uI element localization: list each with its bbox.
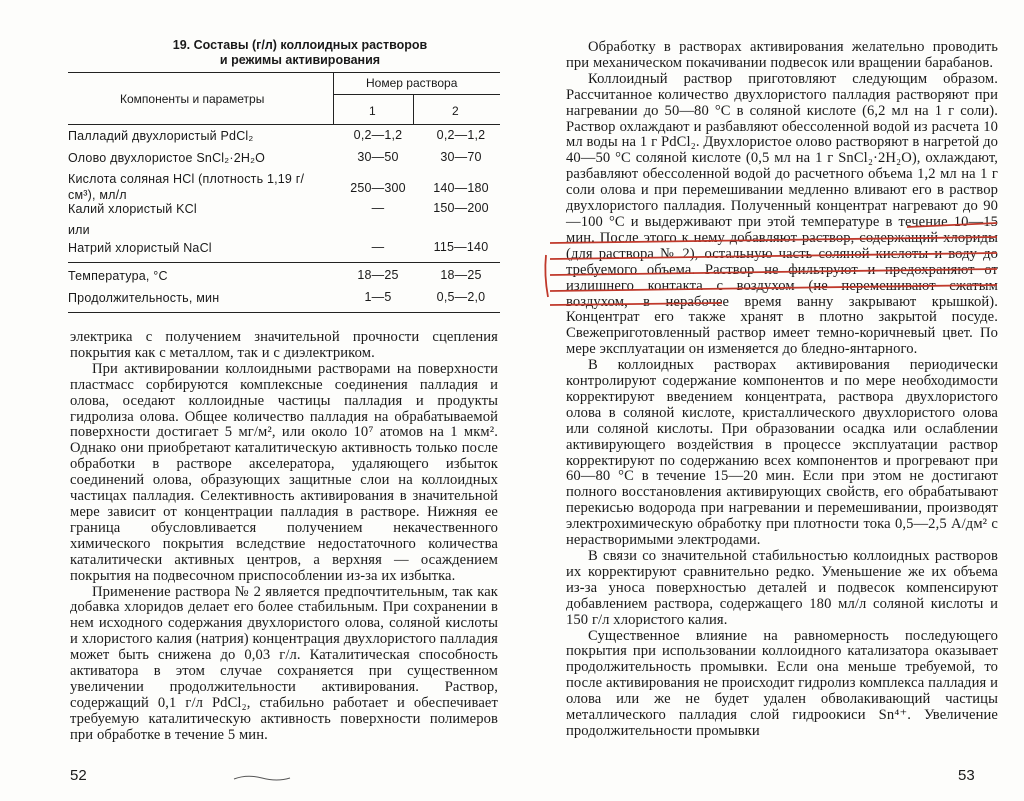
- paragraph: Применение раствора № 2 является предпочтительным, так как добавка хлоридов делает его более стабильным. При сохранении в нем исходного содержания двухлористого олова, соляной кислоты и хлористого калия (натрия) концентрация двухлористого палладия может быть снижена до 0,03 г/л. Каталитическая способность активатора в этом случае сохраняется при существенном увеличении продолжительности активирования. Раствор, содержащий 0,1 г/л PdCl₂, стабильно работает и обеспечивает требуемую каталитическую активность поверхности полимеров при обработке в течение 5 мин.: [70, 583, 498, 743]
- paragraph: В коллоидных растворах активирования периодически контролируют содержание компонентов и по мере необходимости корректируют введением концентрата, раствора двухлористого олова в соляной кислоте, кристаллического двухлористого олова или соляной кислоты. При образовании осадка или ослаблении активирующего воздействия в процессе эксплуатации раствор корректируют по содержанию всех компонентов и прогревают при 60—80 °C в течение 15—20 мин. Если при этом не достигают полного восстановления активирующих свойств, его обрабатывают перекисью водорода при нагревании и перемешивании, производят электрохимическую обработку при плотности тока 0,5—2,5 А/дм² с нерастворимыми электродами.: [566, 357, 998, 549]
- table-mid-rule: [68, 262, 500, 263]
- table-header-divider: [333, 72, 334, 124]
- table-header-bottom-rule: [68, 124, 500, 125]
- table-col-divider: [413, 94, 414, 124]
- table-header-number: Номер раствора: [366, 76, 458, 90]
- decorative-squiggle: [232, 773, 292, 783]
- table-title: 19. Составы (г/л) коллоидных растворов и режимы активирования: [172, 38, 428, 67]
- left-page: 19. Составы (г/л) коллоидных растворов и режимы активирования Компоненты и параметры Номер раствора 1 2 Палладий двухлористый PdCl₂ 0,2—1,2 0,2—1,2 Олово двухлористое SnCl₂·2H₂O 30—50 30—70 Кислота соляная HCl (плотность 1,19 г/см³), мл/л 250—300 140—180 Калий хлористый KCl — 150—200 или Натрий хлористый NaCl — 115—140 Температура, °C 18—25 18—25 Продолжительность, мин 1—5 0,5—2,0 электрика с получением значительной прочности сцепления покрытия как с металлом, так и с диэлектриком. При активировании коллоидными растворами на поверхности пластмасс сорбируются комплексные соединения палладия и олова, оседают коллоидные частицы палладия и продукты гидролиза олова. Общее количество палладия на обрабатываемой поверхности достигает 5 мг/м², или около 10⁷ атомов на 1 мкм². Однако они приобретают каталитическую активность только после обработки в растворе акселератора, удаляющего избыток соединений олова, образующих защитные слои на коллоидных частицах палладия. Селективность активирования в значительной мере зависит от концентрации палладия в растворе. Нижняя ее граница обусловливается получением некачественного химического покрытия вследствие недостаточного количества каталитически активных центров, а верхняя — осаждением покрытия на подвесочном приспособлении из-за их избытка. Применение раствора № 2 является предпочтительным, так как добавка хлоридов делает его более стабильным. При сохранении в нем исходного содержания двухлористого олова, соляной кислоты и хлористого калия (натрия) концентрация двухлористого палладия может быть снижена до 0,03 г/л. Каталитическая способность активатора в этом случае сохраняется при существенном увеличении продолжительности активирования. Раствор, содержащий 0,1 г/л PdCl₂, стабильно работает и обеспечивает требуемую каталитическую активность поверхности полимеров при обработке в течение 5 мин. 52: [68, 38, 498, 784]
- left-body-text: [70, 330, 498, 744]
- right-body-text: [566, 40, 998, 740]
- table-subheader-rule: [333, 94, 500, 95]
- page-number-left: 52: [70, 767, 87, 784]
- paragraph: Коллоидный раствор приготовляют следующим образом. Рассчитанное количество двухлористого палладия растворяют при нагревании до 50—80 °C в соляной кислоте (6,2 мл на 1 г соли). Раствор охлаждают и разбавляют обессоленной водой из расчета 10 мл воды на 1 г PdCl₂. Двухлористое олово растворяют в нагретой до 40—50 °C соляной кислоте (0,5 мл на 1 г SnCl₂·2H₂O), охлаждают, разбавляют обессоленной водой до расчетного объема 1,2 мл на 1 г соли олова и при перемешивании медленно вливают его в раствор двухлористого палладия. Полученный концентрат нагревают до 90—100 °C и выдерживают при этой температуре в течение 10—15 мин. После этого к нему добавляют раствор, содержащий хлориды (для раствора № 2), остальную часть соляной кислоты и воду до требуемого объема. Раствор не фильтруют и предохраняют от излишнего контакта с воздухом (не перемешивают сжатым воздухом, в нерабочее время ванну закрывают крышкой). Концентрат его также хранят в плотно закрытой посуде. Свежеприготовленный раствор имеет темно-коричневый цвет. По мере эксплуатации он изменяется до бледно-янтарного.: [566, 70, 998, 358]
- table-header-col2: 2: [452, 104, 459, 118]
- page-number-right: 53: [958, 767, 975, 784]
- paragraph: В связи со значительной стабильностью коллоидных растворов их корректируют сравнительно редко. Уменьшение же их объема из-за уноса поверхностью деталей и подвесок компенсируют добавлением раствора, содержащего 180 мл/л соляной кислоты и 150 г/л хлористого калия.: [566, 548, 998, 628]
- paragraph: Обработку в растворах активирования желательно проводить при механическом покачивании подвесок или вращении барабанов.: [566, 39, 998, 71]
- paragraph: Существенное влияние на равномерность последующего покрытия при использовании коллоидного катализатора оказывает продолжительность промывки. Если она меньше требуемой, то после активирования не происходит гидролиз комплекса палладия и олова или же не будет удален обволакивающий частицы металлического палладия слой гидроокиси Sn⁴⁺. Увеличение продолжительности промывки: [566, 627, 998, 739]
- table-header-components: Компоненты и параметры: [120, 92, 265, 106]
- table-bottom-rule: [68, 312, 500, 313]
- table-top-rule: [68, 72, 500, 73]
- paragraph: электрика с получением значительной прочности сцепления покрытия как с металлом, так и с диэлектриком.: [70, 329, 498, 361]
- right-page: [512, 0, 1024, 801]
- red-underline-annotation: [542, 215, 1002, 315]
- paragraph: При активировании коллоидными растворами на поверхности пластмасс сорбируются комплексные соединения палладия и олова, оседают коллоидные частицы палладия и продукты гидролиза олова. Общее количество палладия на обрабатываемой поверхности достигает 5 мг/м², или около 10⁷ атомов на 1 мкм². Однако они приобретают каталитическую активность только после обработки в растворе акселератора, удаляющего избыток соединений олова, образующих защитные слои на коллоидных частицах палладия. Селективность активирования в значительной мере зависит от концентрации палладия в растворе. Нижняя ее граница обусловливается получением некачественного химического покрытия вследствие недостаточного количества каталитически активных центров, а верхняя — осаждением покрытия на подвесочном приспособлении из-за их избытка.: [70, 360, 498, 584]
- table-header-col1: 1: [369, 104, 376, 118]
